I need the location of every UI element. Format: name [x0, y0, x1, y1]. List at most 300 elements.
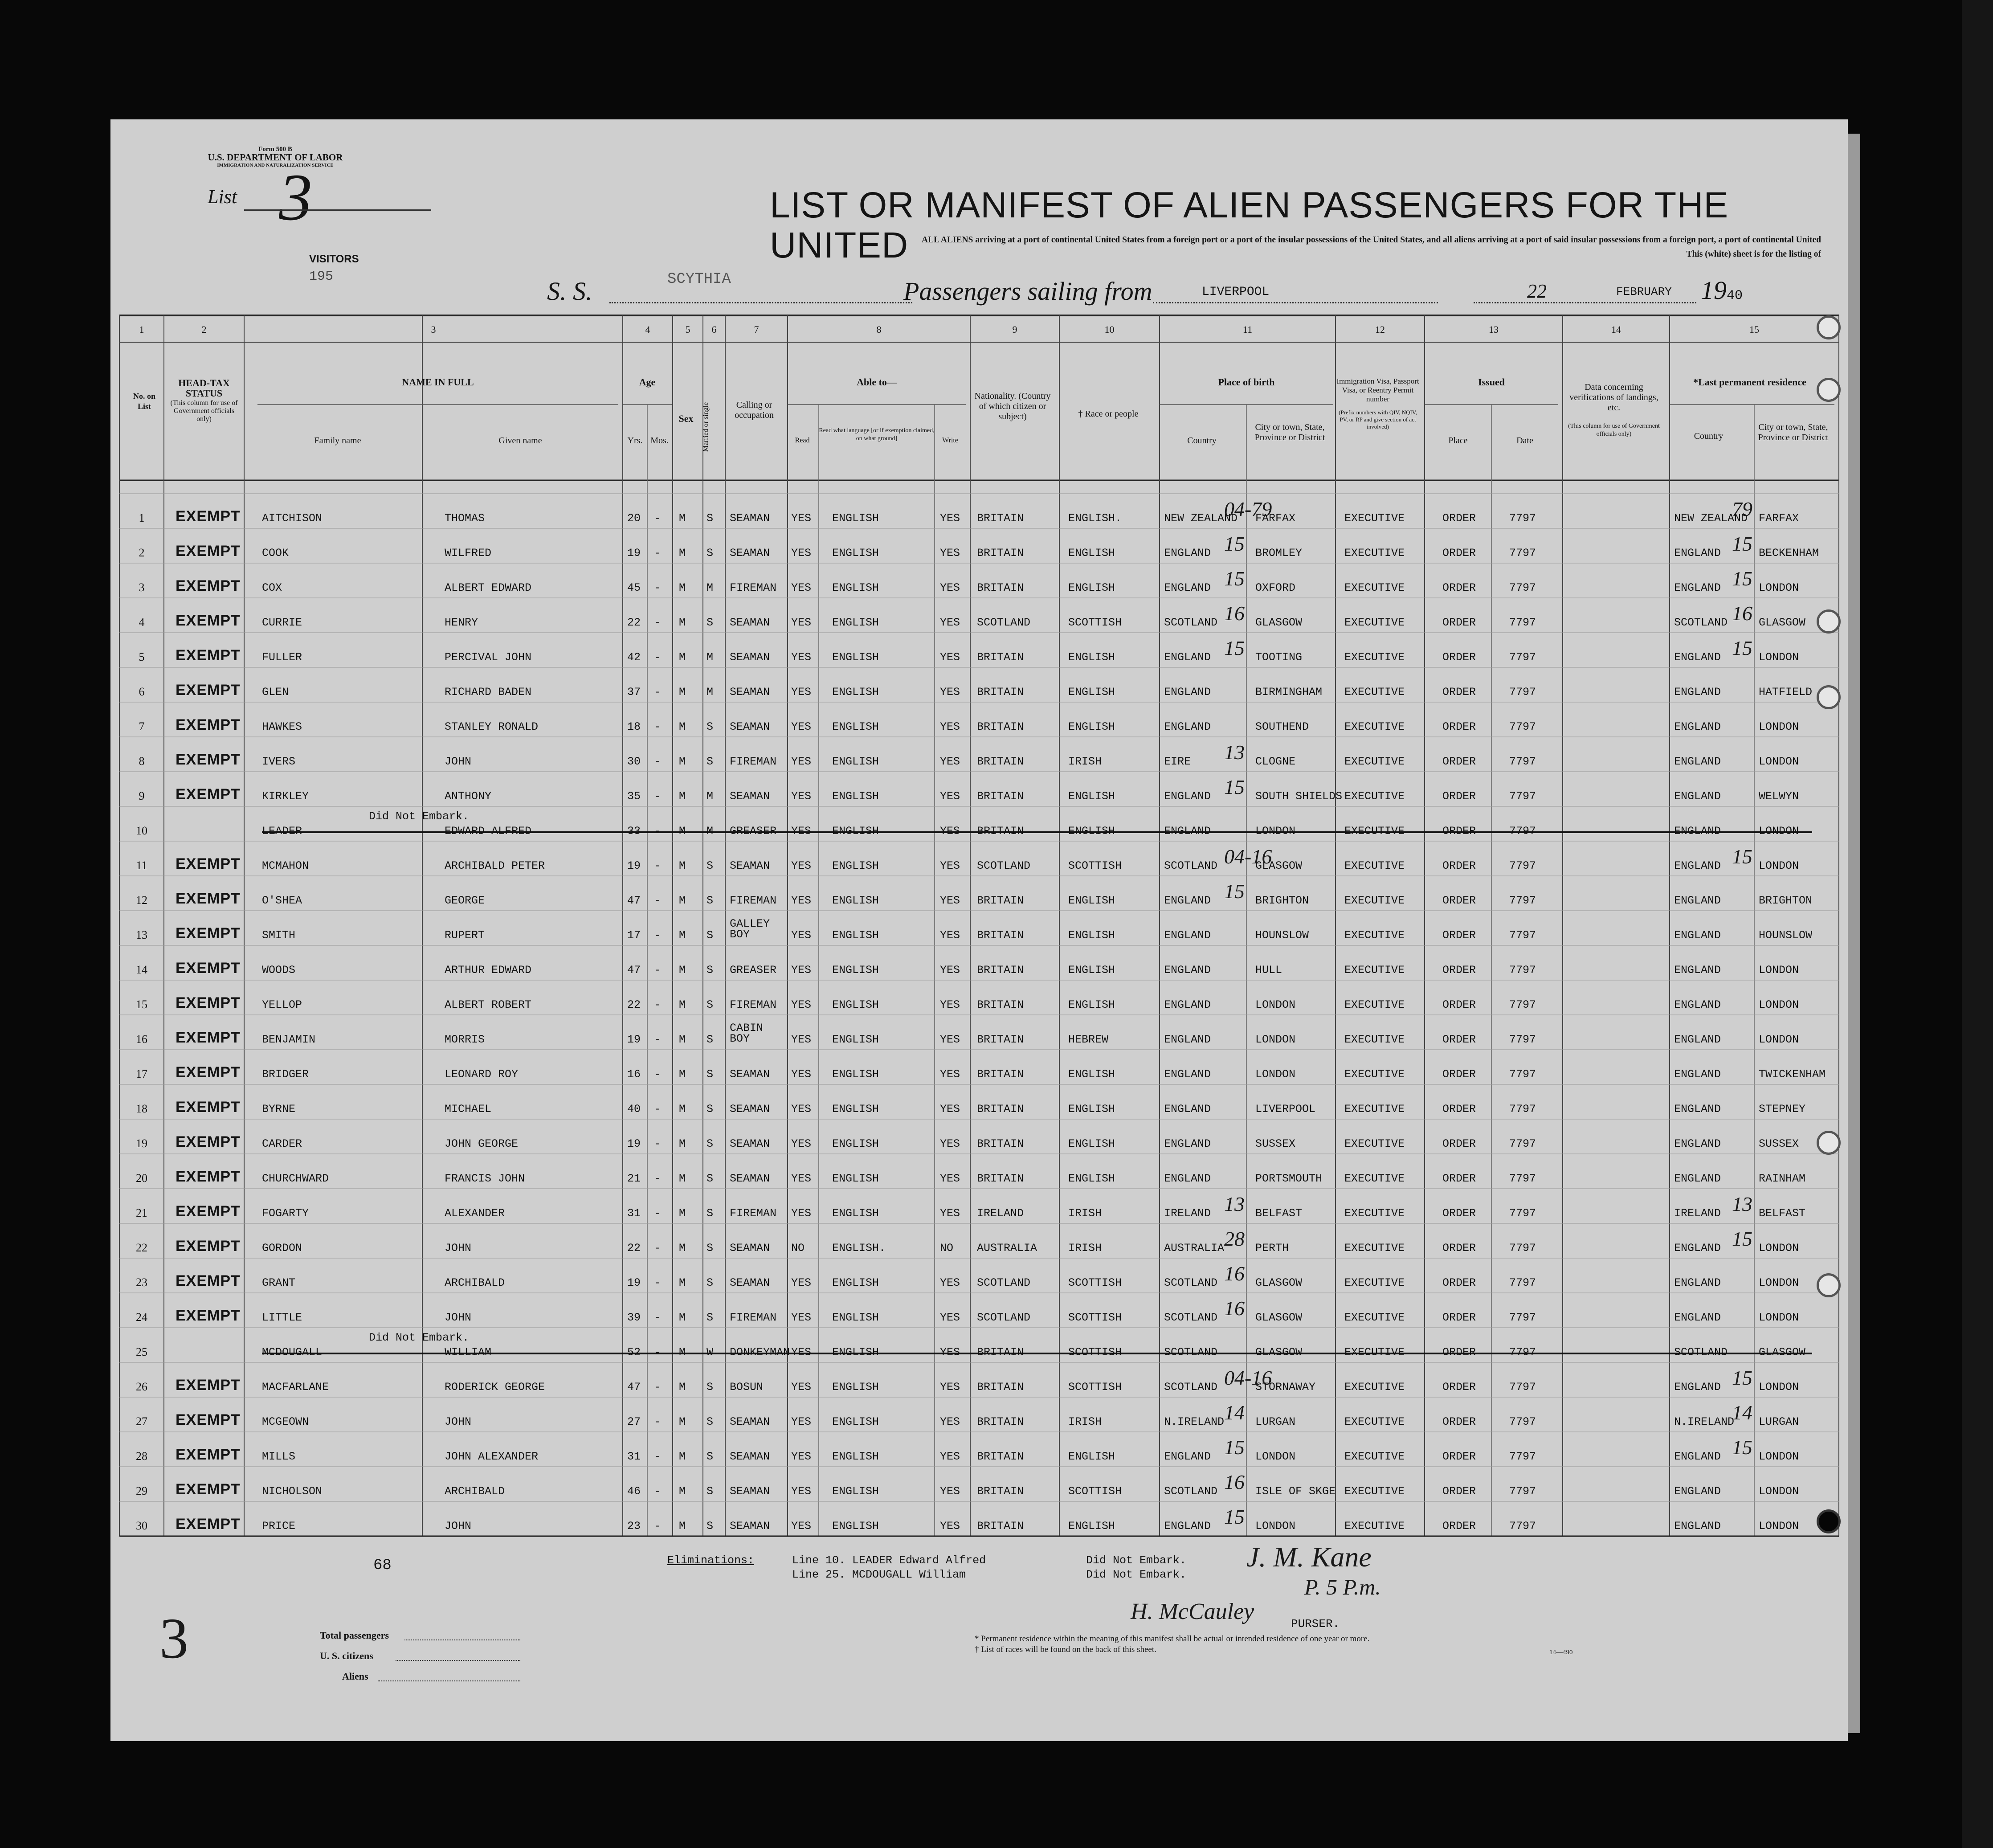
line-number: 10 [136, 824, 147, 837]
purser-signature: H. McCauley [1131, 1599, 1254, 1624]
read-language: ENGLISH [832, 1276, 879, 1289]
line-number: 23 [136, 1276, 147, 1289]
header-name-in-full: NAME IN FULL [402, 376, 474, 388]
read-language: ENGLISH [832, 512, 879, 525]
head-tax-status: EXEMPT [176, 890, 241, 907]
age-years: 37 [627, 686, 641, 699]
birth-country: ENGLAND [1164, 686, 1211, 699]
line-number: 24 [136, 1311, 147, 1324]
sex: M [679, 547, 686, 560]
residence-code-mark: 14 [1732, 1401, 1752, 1424]
manifest-title: LIST OR MANIFEST OF ALIEN PASSENGERS FOR THE UNITED [770, 185, 1729, 266]
given-name: GEORGE [445, 894, 485, 907]
age-months: - [654, 790, 661, 803]
elimination-line-1: Line 10. LEADER Edward Alfred [792, 1554, 986, 1567]
age-months: - [654, 1381, 661, 1394]
sex: M [679, 1311, 686, 1324]
birth-city: LIVERPOOL [1255, 1103, 1316, 1116]
elimination-line-2: Line 25. MCDOUGALL William [792, 1568, 966, 1581]
can-read: YES [791, 547, 812, 560]
age-months: - [654, 1276, 661, 1289]
issued-date: 7797 [1509, 547, 1536, 560]
issued-place: ORDER [1442, 1415, 1476, 1428]
visa-type: EXECUTIVE [1344, 1311, 1405, 1324]
visa-type: EXECUTIVE [1344, 929, 1405, 942]
visa-type: EXECUTIVE [1344, 651, 1405, 664]
occupation: SEAMAN [730, 686, 770, 699]
read-language: ENGLISH [832, 929, 879, 942]
sex: M [679, 1485, 686, 1498]
sex: M [679, 964, 686, 977]
race: ENGLISH [1068, 790, 1115, 803]
birth-country: ENGLAND [1164, 651, 1211, 664]
can-read: YES [791, 616, 812, 629]
issued-date: 7797 [1509, 581, 1536, 594]
residence-city: LONDON [1759, 1276, 1799, 1289]
age-months: - [654, 1311, 661, 1324]
issued-place: ORDER [1442, 1381, 1476, 1394]
head-tax-status: EXEMPT [176, 1516, 241, 1533]
residence-country: N.IRELAND [1674, 1415, 1735, 1428]
can-read: YES [791, 1450, 812, 1463]
marital-status: S [707, 1450, 714, 1463]
line-number: 25 [136, 1345, 147, 1358]
residence-city: HOUNSLOW [1759, 929, 1813, 942]
can-read: YES [791, 1103, 812, 1116]
birth-country: ENGLAND [1164, 1068, 1211, 1081]
residence-code-mark: 15 [1732, 845, 1752, 868]
birth-country: SCOTLAND [1164, 1485, 1218, 1498]
can-write: YES [940, 1276, 960, 1289]
read-language: ENGLISH [832, 651, 879, 664]
age-years: 47 [627, 1381, 641, 1394]
head-tax-status: EXEMPT [176, 543, 241, 560]
residence-city: LONDON [1759, 651, 1799, 664]
head-tax-status: EXEMPT [176, 1064, 241, 1081]
nationality: SCOTLAND [977, 1276, 1031, 1289]
us-citizens-label: U. S. citizens [320, 1650, 373, 1661]
sailing-month: FEBRUARY [1616, 285, 1672, 298]
birth-country: ENGLAND [1164, 720, 1211, 733]
nationality: BRITAIN [977, 1103, 1024, 1116]
birth-city: FARFAX [1255, 512, 1296, 525]
column-number: 2 [201, 324, 207, 335]
residence-country: ENGLAND [1674, 1137, 1721, 1150]
race: SCOTTISH [1068, 1485, 1122, 1498]
line-number: 3 [139, 581, 145, 594]
issued-date: 7797 [1509, 894, 1536, 907]
departure-port: LIVERPOOL [1202, 285, 1270, 299]
residence-city: TWICKENHAM [1759, 1068, 1826, 1081]
occupation: SEAMAN [730, 1450, 770, 1463]
birth-country: ENGLAND [1164, 964, 1211, 977]
age-years: 18 [627, 720, 641, 733]
can-write: YES [940, 859, 960, 872]
residence-country: ENGLAND [1674, 1276, 1721, 1289]
birth-country: ENGLAND [1164, 790, 1211, 803]
occupation: SEAMAN [730, 1415, 770, 1428]
residence-country: ENGLAND [1674, 1381, 1721, 1394]
marital-status: S [707, 1137, 714, 1150]
birth-city: LONDON [1255, 1068, 1296, 1081]
marital-status: M [707, 790, 714, 803]
race: ENGLISH [1068, 1450, 1115, 1463]
visa-type: EXECUTIVE [1344, 581, 1405, 594]
given-name: PERCIVAL JOHN [445, 651, 532, 664]
can-write: YES [940, 964, 960, 977]
residence-city: BECKENHAM [1759, 547, 1819, 560]
can-write: YES [940, 755, 960, 768]
age-years: 42 [627, 651, 641, 664]
year-prefix: 19 [1701, 276, 1727, 305]
nationality: BRITAIN [977, 686, 1024, 699]
issued-place: ORDER [1442, 1137, 1476, 1150]
race: ENGLISH [1068, 964, 1115, 977]
marital-status: S [707, 616, 714, 629]
given-name: ANTHONY [445, 790, 492, 803]
head-tax-status: EXEMPT [176, 577, 241, 594]
issued-place: ORDER [1442, 1311, 1476, 1324]
age-years: 19 [627, 1137, 641, 1150]
nationality: BRITAIN [977, 581, 1024, 594]
did-not-embark-note: Did Not Embark. [369, 810, 470, 823]
subtitle-line-2: This (white) sheet is for the listing of [1686, 249, 1821, 259]
line-number: 6 [139, 685, 145, 698]
family-name: COX [262, 581, 282, 594]
header-married: Married or single [702, 402, 710, 452]
head-tax-status: EXEMPT [176, 855, 241, 872]
race: ENGLISH [1068, 1520, 1115, 1533]
sex: M [679, 686, 686, 699]
visa-type: EXECUTIVE [1344, 720, 1405, 733]
occupation: SEAMAN [730, 547, 770, 560]
age-months: - [654, 929, 661, 942]
issued-date: 7797 [1509, 964, 1536, 977]
visa-type: EXECUTIVE [1344, 547, 1405, 560]
column-number: 15 [1749, 324, 1759, 335]
line-number: 2 [139, 546, 145, 559]
issued-place: ORDER [1442, 1485, 1476, 1498]
given-name: HENRY [445, 616, 478, 629]
can-write: YES [940, 686, 960, 699]
column-number: 11 [1242, 324, 1253, 335]
age-years: 22 [627, 998, 641, 1011]
birth-code-mark: 04-16 [1224, 1366, 1272, 1389]
residence-country: IRELAND [1674, 1207, 1721, 1220]
issued-place: ORDER [1442, 1207, 1476, 1220]
line-number: 12 [136, 894, 147, 907]
occupation: SEAMAN [730, 720, 770, 733]
birth-country: ENGLAND [1164, 1137, 1211, 1150]
birth-country: EIRE [1164, 755, 1191, 768]
marital-status: S [707, 929, 714, 942]
birth-city: BELFAST [1255, 1207, 1303, 1220]
header-write: Write [942, 437, 958, 444]
visa-type: EXECUTIVE [1344, 512, 1405, 525]
occupation: SEAMAN [730, 512, 770, 525]
given-name: ALEXANDER [445, 1207, 505, 1220]
residence-city: LONDON [1759, 1520, 1799, 1533]
column-number: 1 [139, 324, 144, 335]
header-head-tax: HEAD-TAX STATUS [178, 377, 230, 399]
given-name: MORRIS [445, 1033, 485, 1046]
sex: M [679, 790, 686, 803]
family-name: CHURCHWARD [262, 1172, 329, 1185]
can-write: YES [940, 720, 960, 733]
age-months: - [654, 1450, 661, 1463]
residence-country: ENGLAND [1674, 1033, 1721, 1046]
list-number: 3 [279, 160, 312, 234]
marital-status: S [707, 1033, 714, 1046]
line-number: 7 [139, 720, 145, 733]
given-name: MICHAEL [445, 1103, 492, 1116]
family-name: PRICE [262, 1520, 296, 1533]
family-name: MILLS [262, 1450, 296, 1463]
visa-type: EXECUTIVE [1344, 1068, 1405, 1081]
residence-country: ENGLAND [1674, 547, 1721, 560]
race: ENGLISH [1068, 1137, 1115, 1150]
can-read: YES [791, 1276, 812, 1289]
line-number: 19 [136, 1137, 147, 1150]
footnote-residence: * Permanent residence within the meaning of this manifest shall be actual or intended residence of one year or more. [975, 1634, 1370, 1644]
issued-date: 7797 [1509, 720, 1536, 733]
can-read: YES [791, 1207, 812, 1220]
sailing-day: 22 [1527, 280, 1547, 302]
header-yrs: Yrs. [627, 436, 643, 446]
head-tax-status: EXEMPT [176, 1099, 241, 1116]
head-tax-status: EXEMPT [176, 1203, 241, 1220]
issued-place: ORDER [1442, 720, 1476, 733]
issued-date: 7797 [1509, 1033, 1536, 1046]
page-count: 68 [373, 1557, 392, 1574]
purser-label: PURSER. [1291, 1617, 1340, 1631]
nationality: BRITAIN [977, 1485, 1024, 1498]
visa-type: EXECUTIVE [1344, 859, 1405, 872]
line-number: 14 [136, 963, 147, 976]
read-language: ENGLISH [832, 1415, 879, 1428]
birth-city: LONDON [1255, 1450, 1296, 1463]
family-name: LITTLE [262, 1311, 302, 1324]
residence-country: ENGLAND [1674, 1311, 1721, 1324]
age-years: 47 [627, 964, 641, 977]
issued-place: ORDER [1442, 964, 1476, 977]
age-months: - [654, 686, 661, 699]
visa-type: EXECUTIVE [1344, 998, 1405, 1011]
issued-date: 7797 [1509, 1485, 1536, 1498]
age-years: 40 [627, 1103, 641, 1116]
total-passengers-label: Total passengers [320, 1630, 389, 1641]
line-number: 26 [136, 1380, 147, 1393]
given-name: JOHN [445, 1311, 472, 1324]
race: SCOTTISH [1068, 859, 1122, 872]
can-read: YES [791, 964, 812, 977]
header-visa: Immigration Visa, Passport Visa, or Reentry Permit number [1336, 377, 1419, 403]
visa-type: EXECUTIVE [1344, 894, 1405, 907]
header-mos: Mos. [650, 436, 669, 446]
given-name: LEONARD ROY [445, 1068, 519, 1081]
birth-country: ENGLAND [1164, 1450, 1211, 1463]
header-nationality: Nationality. (Country of which citizen or subject) [974, 391, 1051, 421]
issued-place: ORDER [1442, 1276, 1476, 1289]
sex: M [679, 1381, 686, 1394]
list-label: List [208, 186, 237, 208]
residence-code-mark: 15 [1732, 1436, 1752, 1459]
read-language: ENGLISH [832, 998, 879, 1011]
line-number: 29 [136, 1484, 147, 1497]
age-years: 45 [627, 581, 641, 594]
issued-place: ORDER [1442, 929, 1476, 942]
visitors-stamp: VISITORS [309, 253, 359, 265]
residence-country: ENGLAND [1674, 1172, 1721, 1185]
birth-code-mark: 04-16 [1224, 845, 1272, 868]
residence-city: LONDON [1759, 720, 1799, 733]
race: SCOTTISH [1068, 1311, 1122, 1324]
residence-city: LONDON [1759, 859, 1799, 872]
marital-status: M [707, 651, 714, 664]
binder-hole [1817, 685, 1841, 709]
occupation: SEAMAN [730, 1103, 770, 1116]
can-write: YES [940, 998, 960, 1011]
occupation: SEAMAN [730, 651, 770, 664]
occupation: SEAMAN [730, 1172, 770, 1185]
marital-status: S [707, 894, 714, 907]
birth-country: ENGLAND [1164, 581, 1211, 594]
visitors-code: 195 [309, 269, 334, 284]
can-read: YES [791, 1137, 812, 1150]
nationality: BRITAIN [977, 998, 1024, 1011]
head-tax-status: EXEMPT [176, 925, 241, 942]
visa-type: EXECUTIVE [1344, 1276, 1405, 1289]
family-name: GRANT [262, 1276, 296, 1289]
header-head-tax-note: (This column for use of Government officials only) [170, 399, 238, 423]
age-months: - [654, 1520, 661, 1533]
can-write: NO [940, 1242, 954, 1255]
header-birth-country: Country [1187, 436, 1217, 446]
race: SCOTTISH [1068, 1381, 1122, 1394]
nationality: BRITAIN [977, 755, 1024, 768]
can-write: YES [940, 1520, 960, 1533]
can-read: YES [791, 1485, 812, 1498]
marital-status: S [707, 1485, 714, 1498]
can-write: YES [940, 1033, 960, 1046]
birth-city: BROMLEY [1255, 547, 1303, 560]
can-read: YES [791, 894, 812, 907]
head-tax-status: EXEMPT [176, 1481, 241, 1498]
age-years: 22 [627, 616, 641, 629]
marital-status: S [707, 1381, 714, 1394]
read-language: ENGLISH [832, 547, 879, 560]
issued-date: 7797 [1509, 1276, 1536, 1289]
sex: M [679, 1103, 686, 1116]
issued-place: ORDER [1442, 581, 1476, 594]
read-language: ENGLISH [832, 1137, 879, 1150]
age-years: 39 [627, 1311, 641, 1324]
issued-place: ORDER [1442, 859, 1476, 872]
can-read: YES [791, 581, 812, 594]
issued-date: 7797 [1509, 929, 1536, 942]
family-name: MCGEOWN [262, 1415, 309, 1428]
visa-type: EXECUTIVE [1344, 1381, 1405, 1394]
line-number: 16 [136, 1033, 147, 1046]
can-read: YES [791, 790, 812, 803]
visa-type: EXECUTIVE [1344, 1242, 1405, 1255]
nationality: BRITAIN [977, 651, 1024, 664]
head-tax-status: EXEMPT [176, 612, 241, 629]
age-months: - [654, 755, 661, 768]
family-name: AITCHISON [262, 512, 323, 525]
can-read: YES [791, 1311, 812, 1324]
issued-date: 7797 [1509, 651, 1536, 664]
given-name: JOHN [445, 1415, 472, 1428]
binder-hole [1817, 1273, 1841, 1297]
issued-place: ORDER [1442, 1450, 1476, 1463]
residence-country: ENGLAND [1674, 929, 1721, 942]
birth-country: ENGLAND [1164, 547, 1211, 560]
nationality: BRITAIN [977, 1172, 1024, 1185]
family-name: COOK [262, 547, 289, 560]
birth-country: ENGLAND [1164, 1172, 1211, 1185]
read-language: ENGLISH [832, 1068, 879, 1081]
head-tax-status: EXEMPT [176, 508, 241, 525]
nationality: BRITAIN [977, 929, 1024, 942]
issued-place: ORDER [1442, 1103, 1476, 1116]
us-citizens-line [396, 1660, 520, 1661]
birth-country: IRELAND [1164, 1207, 1211, 1220]
sex: M [679, 651, 686, 664]
residence-country: ENGLAND [1674, 581, 1721, 594]
sex: M [679, 1137, 686, 1150]
birth-country: ENGLAND [1164, 894, 1211, 907]
issued-date: 7797 [1509, 1381, 1536, 1394]
issued-place: ORDER [1442, 651, 1476, 664]
race: ENGLISH [1068, 1068, 1115, 1081]
residence-country: ENGLAND [1674, 998, 1721, 1011]
nationality: BRITAIN [977, 1033, 1024, 1046]
age-months: - [654, 1485, 661, 1498]
read-language: ENGLISH [832, 894, 879, 907]
age-months: - [654, 547, 661, 560]
issued-date: 7797 [1509, 1172, 1536, 1185]
birth-code-mark: 14 [1224, 1401, 1245, 1424]
header-family-name: Family name [314, 436, 361, 446]
visa-type: EXECUTIVE [1344, 1450, 1405, 1463]
race: ENGLISH [1068, 686, 1115, 699]
sailing-label: Passengers sailing from [903, 277, 1152, 306]
family-name: MCMAHON [262, 859, 309, 872]
can-read: YES [791, 859, 812, 872]
header-issued: Issued [1478, 376, 1505, 388]
marital-status: S [707, 547, 714, 560]
race: ENGLISH [1068, 720, 1115, 733]
race: ENGLISH [1068, 1103, 1115, 1116]
birth-code-mark: 16 [1224, 1297, 1245, 1320]
issued-date: 7797 [1509, 1520, 1536, 1533]
header-calling: Calling or occupation [735, 400, 774, 420]
residence-city: LONDON [1759, 998, 1799, 1011]
birth-city: HOUNSLOW [1255, 929, 1309, 942]
sex: M [679, 512, 686, 525]
issued-date: 7797 [1509, 512, 1536, 525]
residence-country: ENGLAND [1674, 651, 1721, 664]
birth-city: SOUTHEND [1255, 720, 1309, 733]
line-number: 11 [136, 859, 147, 872]
race: IRISH [1068, 1415, 1102, 1428]
line-number: 15 [136, 998, 147, 1011]
marital-status: S [707, 859, 714, 872]
age-months: - [654, 1103, 661, 1116]
birth-code-mark: 15 [1224, 532, 1245, 555]
department-name: U.S. DEPARTMENT OF LABOR [208, 152, 343, 163]
